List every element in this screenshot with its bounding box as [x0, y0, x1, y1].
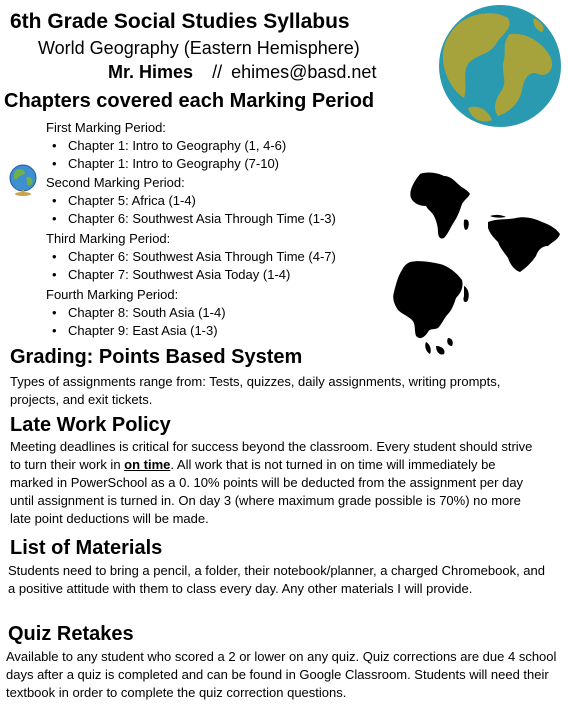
late-work-heading: Late Work Policy: [10, 414, 171, 436]
late-work-text-before: Meeting deadlines is critical for success beyond the classroom. Every student should strive to turn their work in: [10, 439, 533, 472]
list-item: • Chapter 5: Africa (1-4): [52, 193, 196, 208]
separator: //: [212, 62, 223, 82]
period-label: Third Marking Period:: [46, 231, 171, 246]
on-time-emphasis: on time: [124, 457, 171, 472]
late-work-text: [10, 438, 540, 528]
materials-heading: List of Materials: [10, 537, 163, 559]
list-item: • Chapter 7: Southwest Asia Today (1-4): [52, 267, 290, 282]
retakes-heading: Quiz Retakes: [8, 623, 134, 645]
page-title: 6th Grade Social Studies Syllabus: [10, 10, 350, 33]
retakes-text: Available to any student who scored a 2 or lower on any quiz. Quiz corrections are due 4 school days after a quiz is completed and can be found in Google Classroom. Students will need their textbook in order to complete the quiz correction questions.: [6, 649, 557, 700]
materials-text: Students need to bring a pencil, a folder, their notebook/planner, a charged Chromebook, and a positive attitude with them to class every day. Any other materials I will provide.: [8, 563, 545, 596]
list-item: • Chapter 1: Intro to Geography (7-10): [52, 156, 279, 171]
small-globe-icon: [6, 163, 40, 197]
page-subtitle: World Geography (Eastern Hemisphere): [38, 38, 360, 58]
late-work-text-after: . All work that is not turned in on time will immediately be marked in PowerSchool as a 0. 10% points will be deducted from the assignment per day until assignment is turned in. On day 3 (where maximum grade possible is 70%) no more late point deductions will be made.: [10, 457, 524, 526]
period-label: First Marking Period:: [46, 120, 166, 135]
grading-heading: Grading: Points Based System: [10, 346, 303, 368]
africa-map-icon: [408, 170, 474, 242]
teacher-email: ehimes@basd.net: [231, 62, 377, 82]
list-item: • Chapter 1: Intro to Geography (1, 4-6): [52, 138, 286, 153]
southwest-asia-map-icon: [486, 214, 562, 276]
globe-icon: [438, 4, 562, 128]
list-item: • Chapter 8: South Asia (1-4): [52, 305, 226, 320]
grading-text: Types of assignments range from: Tests, quizzes, daily assignments, writing prompts, projects, and exit tickets.: [10, 374, 501, 407]
list-item: • Chapter 6: Southwest Asia Through Time (1-3): [52, 211, 336, 226]
period-label: Fourth Marking Period:: [46, 287, 179, 302]
teacher-line: [108, 62, 376, 83]
list-item: • Chapter 6: Southwest Asia Through Time (4-7): [52, 249, 336, 264]
period-label: Second Marking Period:: [46, 175, 185, 190]
east-asia-map-icon: [390, 258, 472, 360]
list-item: • Chapter 9: East Asia (1-3): [52, 323, 218, 338]
chapters-heading: Chapters covered each Marking Period: [4, 90, 375, 112]
teacher-name: Mr. Himes: [108, 62, 194, 82]
